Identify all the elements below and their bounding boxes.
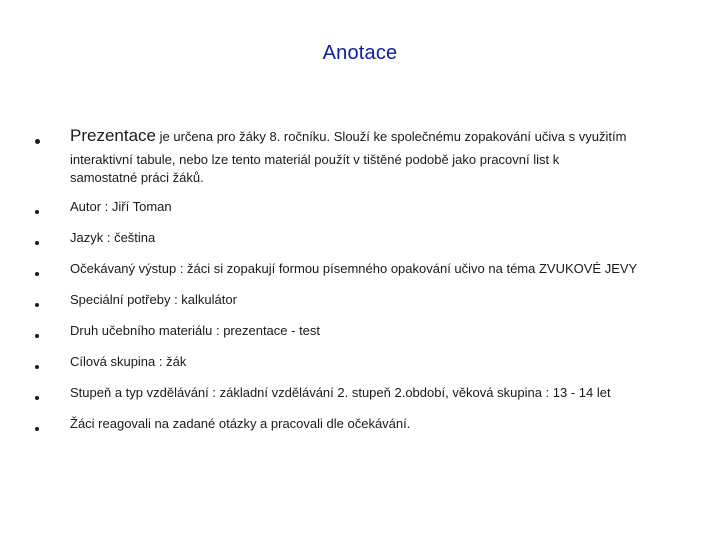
bullet-dot-icon (35, 396, 39, 400)
list-item-lead: Prezentace (70, 126, 156, 145)
bullet-dot-icon (35, 427, 39, 431)
bullet-dot-icon (35, 241, 39, 245)
list-item-special-needs: Speciální potřeby : kalkulátor (70, 292, 237, 307)
page-title: Anotace (322, 42, 398, 64)
list-item-material-type: Druh učebního materiálu : prezentace - test (70, 323, 321, 338)
list-item-line: samostatné práci žáků. (70, 170, 204, 185)
bullet-dot-icon (35, 303, 39, 307)
list-item-expected-output: Očekávaný výstup : žáci si zopakují formou písemného opakování učivo na téma ZVUKOVÉ JEVY (70, 261, 638, 276)
list-item-line (70, 127, 695, 146)
list-item-target-group: Cílová skupina : žák (70, 354, 187, 369)
list-item-language: Jazyk : čeština (70, 230, 156, 245)
list-item-text: je určena pro žáky 8. ročníku. Slouží ke společnému zopakování učiva s využitím (156, 129, 627, 144)
list-item-prezentace (70, 127, 695, 146)
bullet-dot-icon (35, 139, 40, 144)
list-item-author: Autor : Jiří Toman (70, 199, 172, 214)
bullet-dot-icon (35, 365, 39, 369)
bullet-dot-icon (35, 210, 39, 214)
bullet-dot-icon (35, 272, 39, 276)
list-item-pupil-reaction: Žáci reagovali na zadané otázky a pracovali dle očekávání. (70, 416, 411, 431)
bullet-dot-icon (35, 334, 39, 338)
list-item-line: interaktivní tabule, nebo lze tento materiál použít v tištěné podobě jako pracovní list k (70, 152, 560, 167)
list-item-education-level: Stupeň a typ vzdělávání : základní vzdělávání 2. stupeň 2.období, věková skupina : 13 - 14 let (70, 385, 611, 400)
